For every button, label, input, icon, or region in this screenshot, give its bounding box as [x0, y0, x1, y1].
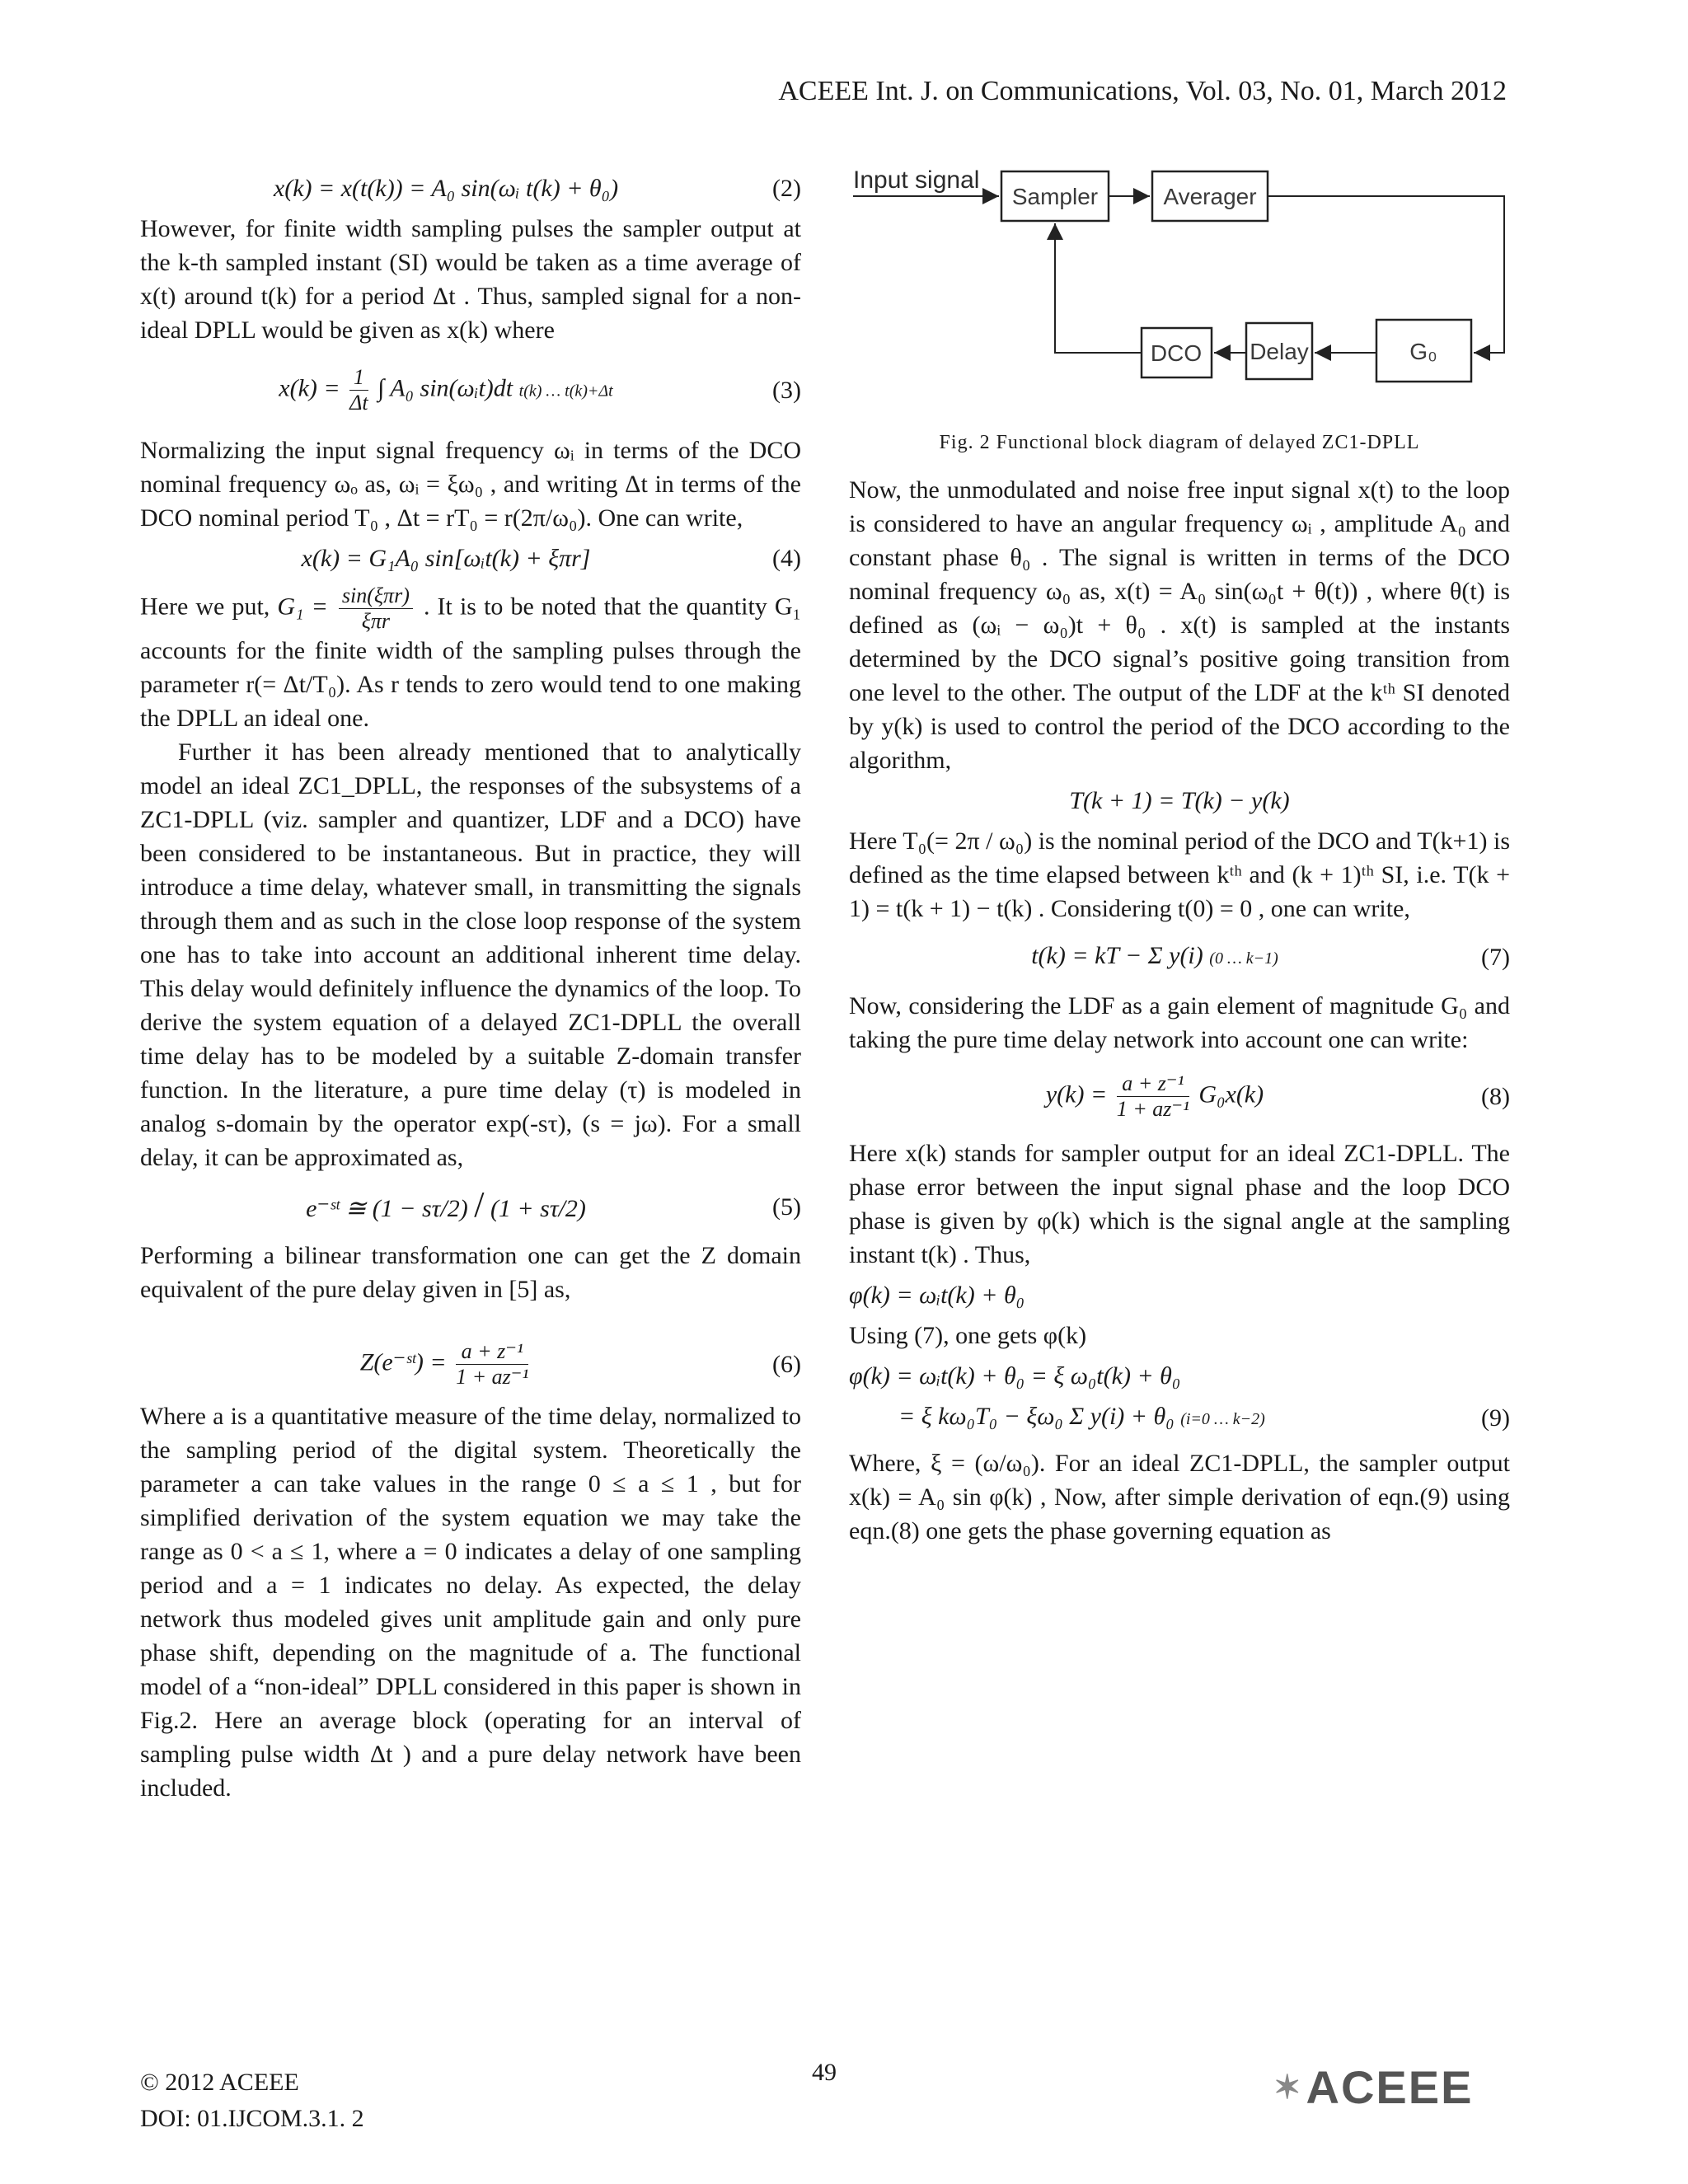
equation-8: y(k) = $\frac{\text{a + z⁻¹}}{\text{1 + az⁻¹}}$ G₀x(k) (8) — [1045, 1071, 1510, 1121]
equation-5: e⁻ˢᵗ ≅ (1 − sτ/2) / (1 + sτ/2) (5) — [306, 1184, 801, 1225]
paragraph: Further it has been already mentioned that to analytically model an ideal ZC1_DPLL, the responses of the subsystems of a ZC1-DPLL (viz. sampler and quantizer, LDF and a DCO) have been considered to be instantaneous. But in practice, they will introduce a time delay, whatever small, in transmitting the signals through them and as such in the close loop response of the system one has to take into account an additional inherent time delay. This delay would definitely influence the dynamics of the loop. To derive the system equation of a delayed ZC1-DPLL the overall time delay has to be modeled by a suitable Z-domain transfer function. In the literature, a pure time delay (τ) is modeled in analog s-domain by the operator exp(-sτ), (s = jω). For a small delay, it can be approximated as, — [140, 738, 801, 1171]
equation-4-math: x(k) = G₁A₀ sin[ωᵢt(k) + ξπr] — [301, 545, 591, 572]
equation-3-rhs: ∫ A₀ sin(ωᵢt)dt — [377, 374, 513, 402]
paragraph: Now, the unmodulated and noise free input signal x(t) to the loop is considered to have an angular frequency ωᵢ , amplitude A₀ and constant phase θ₀ . The signal is written in terms of the DCO nominal frequency ω₀ as, x(t) = A₀ sin(ω₀t + θ(t)) , where θ(t) is defined as (ωᵢ − ω₀)t + θ₀ . x(t) is sampled at the instants determined by the DCO signal’s positive going transition from one level to the other. The output of the LDF at the kᵗʰ SI denoted by y(k) is used to control the period of the DCO according to the algorithm, — [849, 476, 1510, 774]
equation-4-number: (4) — [772, 545, 801, 572]
equation-9-number: (9) — [1481, 1404, 1510, 1432]
equation-2-number: (2) — [772, 175, 801, 202]
equation-6: Z(e⁻ˢᵗ) = $\frac{\text{a + z⁻¹}}{\text{1 + az⁻¹}}$ (6) — [359, 1339, 801, 1389]
input-signal-label: Input signal — [853, 166, 980, 194]
paragraph: Where, ξ = (ω/ω₀). For an ideal ZC1-DPLL, the sampler output x(k) = A₀ sin φ(k) , Now, after simple derivation of eqn.(9) using eqn.(8) one gets the phase governing equation as — [849, 1450, 1510, 1544]
equation-9a: φ(k) = ωᵢt(k) + θ₀ = ξ ω₀t(k) + θ₀ — [849, 1362, 1181, 1390]
equation-6-fraction: $\frac{\text{a + z⁻¹}}{\text{1 + az⁻¹}}$ — [456, 1339, 529, 1389]
paragraph: Normalizing the input signal frequency ωᵢ in terms of the DCO nominal frequency ωₒ as, ωᵢ = ξω₀ , and writing Δt in terms of the DCO nominal period T₀ , Δt = rT₀ = r(2π/ω₀). One can write, — [140, 437, 801, 532]
block-diagram — [849, 165, 1510, 412]
equation-3-lhs: x(k) = — [279, 374, 340, 402]
g1-fraction: $\frac{\text{sin(ξπr)}}{\text{ξπr}}$ — [339, 583, 413, 634]
dco-to-sampler-arrow — [1055, 223, 1142, 353]
paragraph: Performing a bilinear transformation one can get the Z domain equivalent of the pure delay given in [5] as, — [140, 1242, 801, 1303]
equation-8-number: (8) — [1481, 1083, 1510, 1110]
right-column — [849, 165, 1510, 1548]
paragraph: Here x(k) stands for sampler output for an ideal ZC1-DPLL. The phase error between the input signal phase and the loop DCO phase is given by φ(k) which is the signal angle at the sampling instant t(k) . Thus, — [849, 1140, 1510, 1268]
equation-algorithm: T(k + 1) = T(k) − y(k) — [1069, 787, 1290, 814]
equation-2 — [140, 171, 801, 205]
paragraph: Where a is a quantitative measure of the time delay, normalized to the sampling period of the digital system. Theoretically the parameter a can take values in the range 0 ≤ a ≤ 1 , but for simplified derivation of the system equation we may take the range as 0 < a ≤ 1, where a = 0 indicates a delay of one sampling period and a = 1 indicates no delay. As expected, the delay network thus modeled gives unit amplitude gain and only pure phase shift, depending on the magnitude of a. The functional model of a “non-ideal” DPLL considered in this paper is shown in Fig.2. Here an average block (operating for an interval of sampling pulse width Δt ) and a pure delay network have been included. — [140, 1403, 801, 1802]
star-icon: ✶ — [1273, 2069, 1303, 2106]
equation-2-math: x(k) = x(t(k)) = A₀ sin(ωᵢ t(k) + θ₀) — [273, 175, 619, 202]
equation-6-number: (6) — [772, 1351, 801, 1378]
delay-label: Delay — [1250, 339, 1309, 364]
g0-label: G₀ — [1409, 339, 1437, 364]
footer-info — [140, 2064, 364, 2137]
paragraph: Using (7), one gets φ(k) — [849, 1322, 1087, 1349]
equation-phi: φ(k) = ωᵢt(k) + θ₀ — [849, 1282, 1025, 1309]
paragraph-g1: Here we put, G₁ = $\frac{\text{sin(ξπr)}}{\text{ξπr}}$ . It is to be noted that the quantity G₁ accounts for the finite width of the sampling pulses through the parameter r(= Δt/T₀). As r tends to zero would tend to one making the DPLL an ideal one. — [140, 583, 802, 732]
equation-3-number: (3) — [772, 377, 801, 404]
doi: DOI: 01.IJCOM.3.1. 2 — [140, 2105, 364, 2132]
dco-label: DCO — [1150, 340, 1203, 366]
equation-7: t(k) = kT − Σ y(i) (0 … k−1) (7) — [849, 939, 1510, 976]
figure-caption: Fig. 2 Functional block diagram of delayed ZC1-DPLL — [939, 432, 1420, 453]
journal-header: ACEEE Int. J. on Communications, Vol. 03, No. 01, March 2012 — [778, 76, 1507, 106]
equation-8-fraction: $\frac{\text{a + z⁻¹}}{\text{1 + az⁻¹}}$ — [1116, 1071, 1189, 1121]
equation-9b: = ξ kω₀T₀ − ξω₀ Σ y(i) + θ₀ (i=0 … k−2) (9) — [849, 1399, 1510, 1436]
averager-label: Averager — [1163, 184, 1257, 209]
paragraph: However, for finite width sampling pulses the sampler output at the k-th sampled instant (SI) would be taken as a time average of x(t) around t(k) for a period Δt . Thus, sampled signal for a non-ideal DPLL would be given as x(k) where — [140, 215, 801, 344]
page-number: 49 — [812, 2059, 837, 2086]
equation-3 — [140, 365, 801, 415]
equation-7-number: (7) — [1481, 944, 1510, 971]
equation-4 — [140, 541, 801, 575]
left-column — [140, 165, 801, 1805]
copyright: © 2012 ACEEE — [140, 2069, 299, 2096]
equation-3-fraction: $\frac{1}{\Delta t}$ — [349, 365, 368, 415]
aceee-logo: ✶ ACEEE — [1273, 2061, 1474, 2113]
equation-3-limits: t(k) … t(k)+Δt — [518, 382, 613, 401]
paragraph: Now, considering the LDF as a gain element of magnitude G₀ and taking the pure time delay network into account one can write: — [849, 992, 1510, 1053]
equation-5-number: (5) — [772, 1193, 801, 1221]
sampler-label: Sampler — [1011, 184, 1099, 209]
paragraph: Here T₀(= 2π / ω₀) is the nominal period of the DCO and T(k+1) is defined as the time elapsed between kᵗʰ and (k + 1)ᵗʰ SI, i.e. T(k + 1) = t(k + 1) − t(k) . Considering t(0) = 0 , one can write, — [849, 827, 1510, 922]
